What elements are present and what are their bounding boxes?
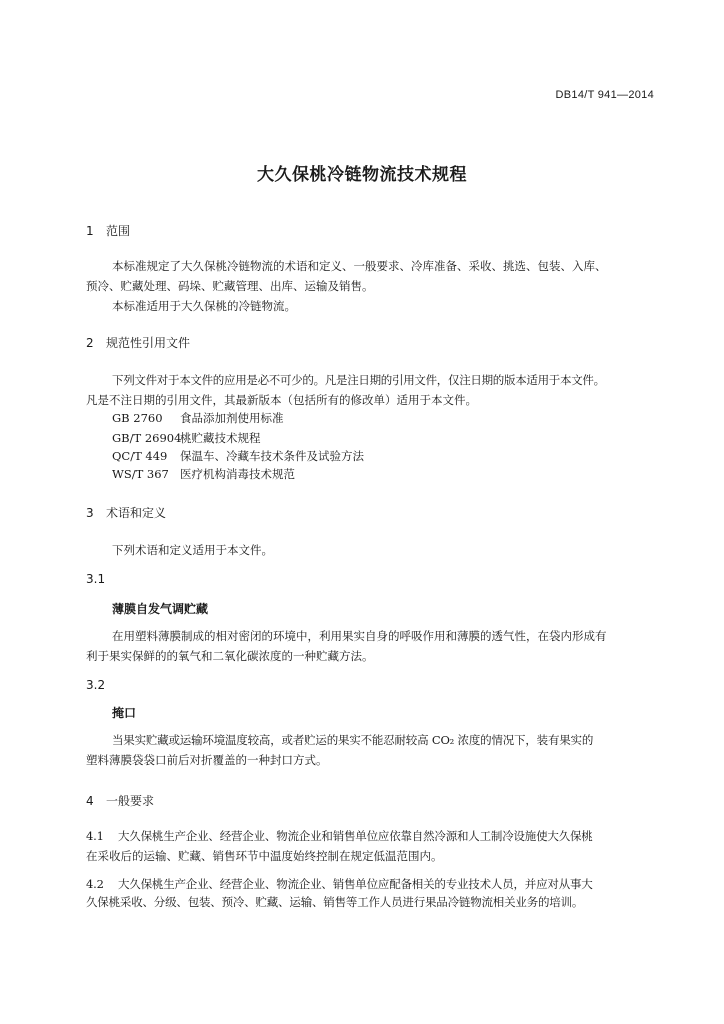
clause-4-1-line-1	[86, 826, 593, 847]
standard-number: DB14/T 941—2014	[555, 89, 654, 101]
term-definition-line-2: 利于果实保鲜的的氧气和二氧化碳浓度的一种贮藏方法。	[86, 649, 374, 663]
section-number: 4	[86, 794, 94, 808]
reference-code: WS/T 367	[112, 467, 169, 481]
section-title: 规范性引用文件	[106, 336, 191, 350]
section-title: 术语和定义	[106, 506, 167, 520]
clause-number: 4.1	[86, 829, 104, 843]
reference-name: 医疗机构消毒技术规范	[180, 467, 295, 481]
section-title: 一般要求	[106, 794, 155, 808]
section-title: 范围	[106, 224, 131, 238]
clause-4-2-line-2: 久保桃采收、分级、包装、预冷、贮藏、运输、销售等工作人员进行果品冷链物流相关业务的培训。	[86, 895, 584, 909]
section-2-heading	[86, 334, 190, 351]
clause-text: 大久保桃生产企业、经营企业、物流企业、销售单位应配备相关的专业技术人员，并应对从事大	[118, 877, 593, 891]
term-name: 掩口	[112, 706, 137, 720]
reference-item	[112, 408, 284, 429]
scope-applicability: 本标准适用于大久保桃的冷链物流。	[112, 299, 296, 313]
clause-4-1-line-2: 在采收后的运输、贮藏、销售环节中温度始终控制在规定低温范围内。	[86, 849, 443, 863]
term-number: 3.2	[86, 678, 106, 692]
reference-name: 保温车、冷藏车技术条件及试验方法	[180, 449, 364, 463]
clause-number: 4.2	[86, 877, 104, 891]
term-definition-line-1: 当果实贮藏或运输环境温度较高，或者贮运的果实不能忍耐较高 CO₂ 浓度的情况下，装有果实的	[112, 733, 594, 747]
term-definition-line-1: 在用塑料薄膜制成的相对密闭的环境中，利用果实自身的呼吸作用和薄膜的透气性，在袋内形成有	[112, 629, 607, 643]
term-number: 3.1	[86, 572, 106, 586]
section-4-heading	[86, 792, 154, 809]
section-1-heading	[86, 222, 130, 239]
terms-intro: 下列术语和定义适用于本文件。	[112, 543, 273, 557]
reference-code: GB 2760	[112, 411, 163, 425]
reference-name: 桃贮藏技术规程	[180, 431, 261, 445]
clause-text: 大久保桃生产企业、经营企业、物流企业和销售单位应依靠自然冷源和人工制冷设施使大久保桃	[118, 829, 593, 843]
scope-paragraph-line-2: 预冷、贮藏处理、码垛、贮藏管理、出库、运输及销售。	[86, 279, 374, 293]
reference-name: 食品添加剂使用标准	[180, 411, 284, 425]
section-number: 3	[86, 506, 94, 520]
section-number: 1	[86, 224, 94, 238]
reference-item	[112, 464, 295, 485]
scope-paragraph-line-1: 本标准规定了大久保桃冷链物流的术语和定义、一般要求、冷库准备、采收、挑选、包装、入库、	[112, 259, 607, 273]
section-3-heading	[86, 504, 166, 521]
document-title: 大久保桃冷链物流技术规程	[257, 165, 467, 185]
reference-code: QC/T 449	[112, 449, 168, 463]
references-intro-line-1: 下列文件对于本文件的应用是必不可少的。凡是注日期的引用文件，仅注日期的版本适用于本文件。	[112, 373, 605, 387]
term-name: 薄膜自发气调贮藏	[112, 602, 209, 616]
references-intro-line-2: 凡是不注日期的引用文件，其最新版本（包括所有的修改单）适用于本文件。	[86, 393, 477, 407]
term-definition-line-2: 塑料薄膜袋袋口前后对折覆盖的一种封口方式。	[86, 753, 328, 767]
section-number: 2	[86, 336, 94, 350]
reference-code: GB/T 26904	[112, 431, 182, 445]
